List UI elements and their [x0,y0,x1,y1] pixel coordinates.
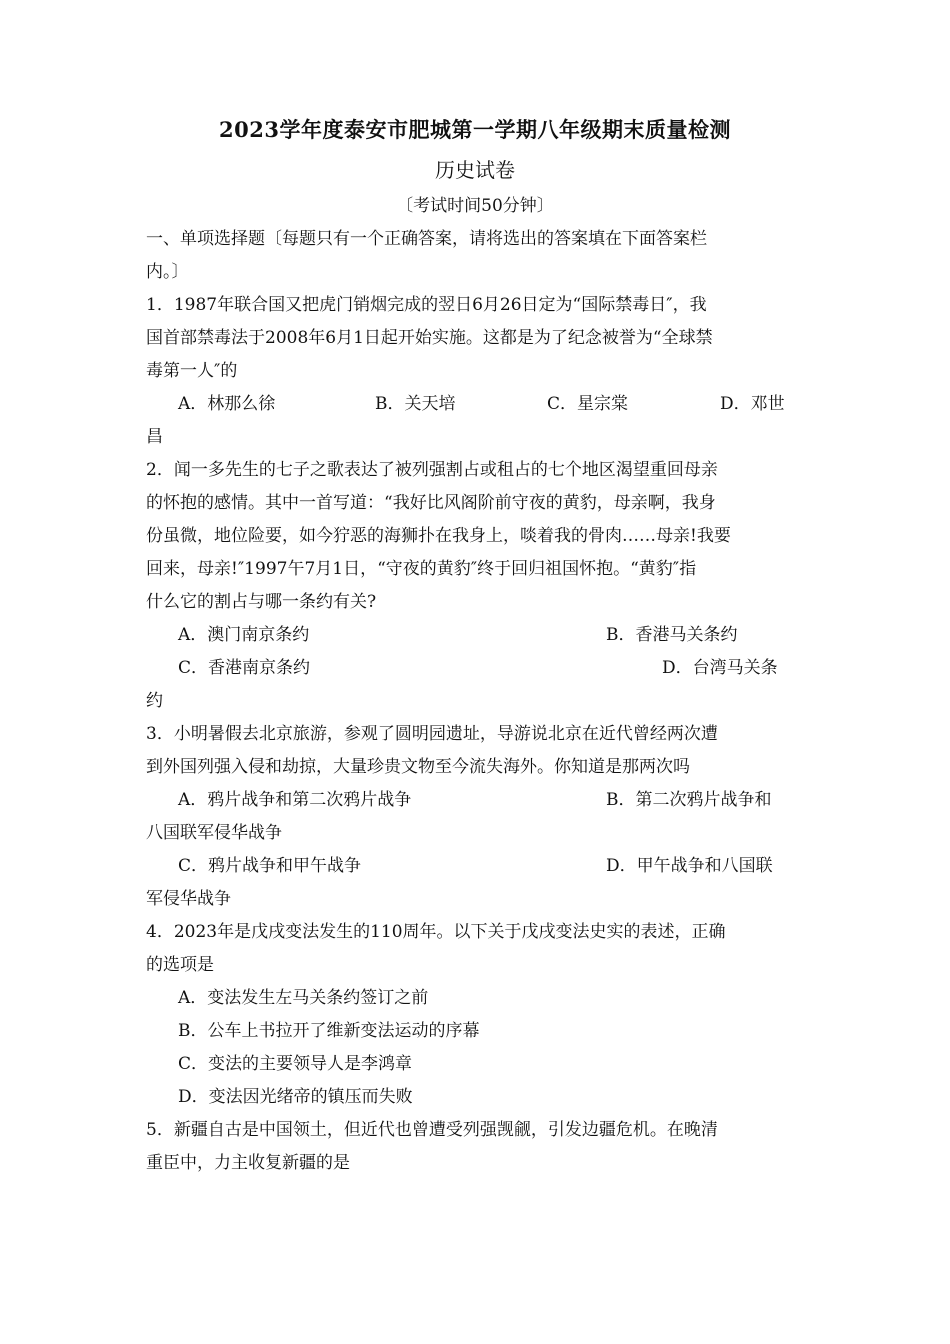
question-2-option-d: D．台湾马关条 [662,658,778,678]
question-1-option-c: C．星宗棠 [547,394,629,414]
question-2-line-4: 回来，母亲!″1997午7月1日，“守夜的黄豹″终于回归祖国怀抱。“黄豹″指 [146,559,697,579]
question-1-option-d-wrap: 昌 [146,427,163,447]
question-4-option-a: A．变法发生左马关条约签订之前 [178,988,429,1008]
question-2-line-3: 份虽微，地位险要，如今狞恶的海狮扑在我身上，啖着我的骨肉……母亲!我要 [146,526,731,546]
question-5-line-2: 重臣中，力主收复新疆的是 [146,1153,350,1173]
question-3-option-c: C．鸦片战争和甲午战争 [178,856,362,876]
question-5-line-1: 5．新疆自古是中国领土，但近代也曾遭受列强觊觎，引发边疆危机。在晚清 [146,1120,718,1140]
question-1-option-b: B．关天培 [375,394,456,414]
question-3-option-d: D．甲午战争和八国联 [606,856,773,876]
section-instruction-line-1: 一、单项选择题〔每题只有一个正确答案，请将选出的答案填在下面答案栏 [146,229,707,249]
question-2-option-c: C．香港南京条约 [178,658,311,678]
question-2-option-b: B．香港马关条约 [606,625,738,645]
question-2-line-1: 2．闻一多先生的七子之歌表达了被列强割占或租占的七个地区渴望重回母亲 [146,460,718,480]
section-instruction-line-2: 内。〕 [146,262,189,282]
question-4-option-c: C．变法的主要领导人是李鸿章 [178,1054,413,1074]
question-3-line-1: 3．小明暑假去北京旅游，参观了圆明园遗址，导游说北京在近代曾经两次遭 [146,724,718,744]
question-4-option-d: D．变法因光绪帝的镇压而失败 [178,1087,413,1107]
question-2-option-d-wrap: 约 [146,691,163,711]
exam-title: 2023学年度泰安市肥城第一学期八年级期末质量检测 [219,117,731,142]
question-3-option-a: A．鸦片战争和第二次鸦片战争 [178,790,412,810]
question-1-option-a: A．林那么徐 [178,394,276,414]
exam-time-note: 〔考试时间50分钟〕 [396,196,554,216]
question-2-line-5: 什么它的割占与哪一条约有关? [146,592,377,612]
question-3-option-d-wrap: 军侵华战争 [146,889,231,909]
question-1-line-1: 1．1987年联合国又把虎门销烟完成的翌日6月26日定为“国际禁毒日″，我 [146,295,707,315]
question-3-line-2: 到外国列强入侵和劫掠，大量珍贵文物至今流失海外。你知道是那两次吗 [146,757,690,777]
question-3-option-b-wrap: 八国联军侵华战争 [146,823,282,843]
question-2-option-a: A．澳门南京条约 [178,625,310,645]
question-1-line-2: 国首部禁毒法于2008年6月1日起开始实施。这都是为了纪念被誉为“全球禁 [146,328,713,348]
question-4-line-2: 的选项是 [146,955,214,975]
question-1-line-3: 毒第一人″的 [146,361,238,381]
question-2-line-2: 的怀抱的感情。其中一首写道：“我好比风阁阶前守夜的黄豹，母亲啊，我身 [146,493,716,513]
question-3-option-b: B．第二次鸦片战争和 [606,790,772,810]
question-4-line-1: 4．2023年是戊戌变法发生的110周年。以下关于戊戌变法史实的表述，正确 [146,922,726,942]
exam-subtitle: 历史试卷 [435,158,515,182]
question-4-option-b: B．公车上书拉开了维新变法运动的序幕 [178,1021,480,1041]
question-1-option-d: D．邓世 [720,394,785,414]
